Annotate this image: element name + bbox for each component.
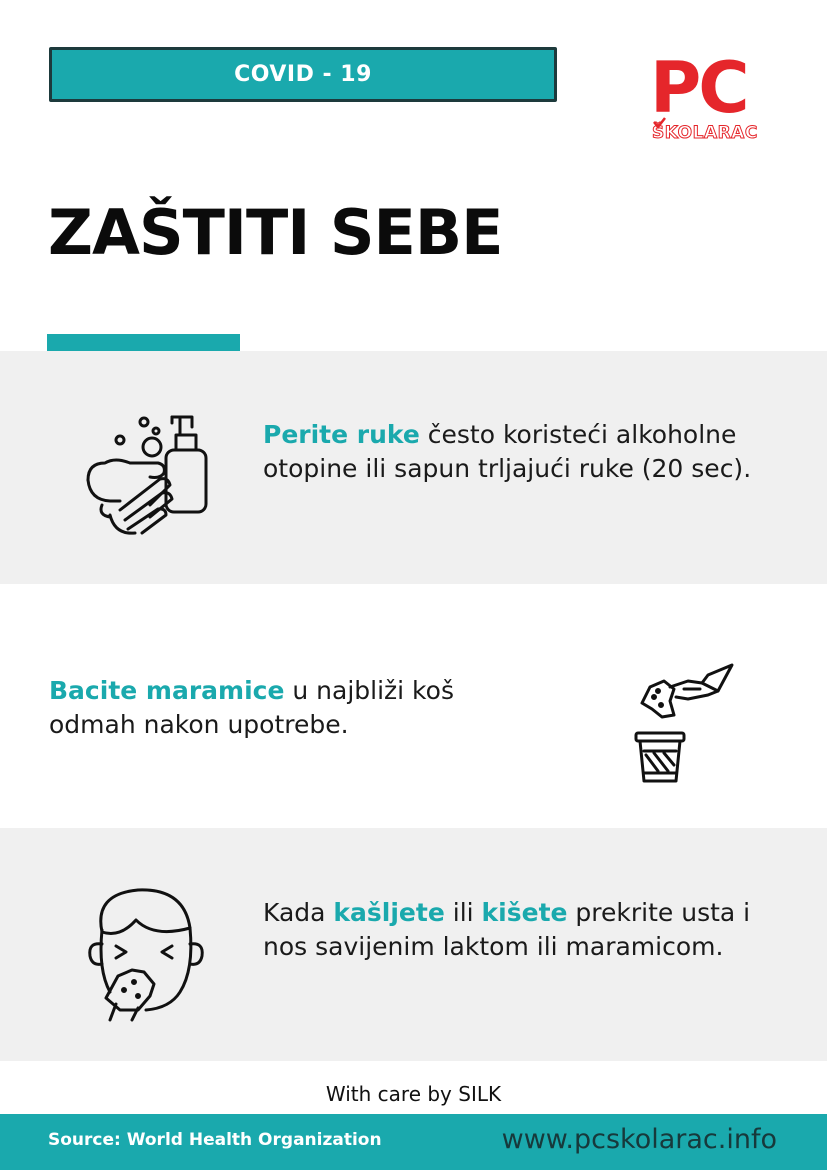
logo-pc-text: PC (650, 50, 747, 129)
logo-skolarac-text: ŠKOLARAC (652, 123, 758, 142)
tissues-text (49, 674, 509, 742)
footer-source: Source: World Health Organization (48, 1130, 382, 1150)
page-title: ZAŠTITI SEBE (48, 196, 503, 269)
handwash-soap-icon (80, 405, 220, 540)
sneeze-body: prekrite usta i nos savijenim laktom ili maramicom. (263, 898, 751, 961)
pc-skolarac-logo (648, 50, 772, 142)
tissue-bin-icon (628, 655, 740, 785)
sneeze-middle: ili (444, 898, 482, 927)
sneeze-prefix: Kada (263, 898, 334, 927)
sneeze-highlight-cough: kašljete (333, 898, 445, 927)
tissues-body: u najbliži koš odmah nakon upotrebe. (49, 676, 454, 739)
tissues-highlight: Bacite maramice (49, 676, 285, 705)
handwash-body: često koristeći alkoholne otopine ili sapun trljajući ruke (20 sec). (263, 420, 752, 483)
credit-line: With care by SILK (325, 1082, 502, 1106)
handwash-text (263, 418, 803, 486)
handwash-highlight: Perite ruke (263, 420, 420, 449)
footer-website-link[interactable]: www.pcskolarac.info (501, 1124, 777, 1155)
covid-badge (49, 47, 557, 102)
sneeze-highlight-sneeze: kišete (481, 898, 568, 927)
badge-label: COVID - 19 (234, 62, 372, 87)
sneeze-tissue-icon (80, 880, 210, 1025)
sneeze-text (263, 896, 793, 964)
